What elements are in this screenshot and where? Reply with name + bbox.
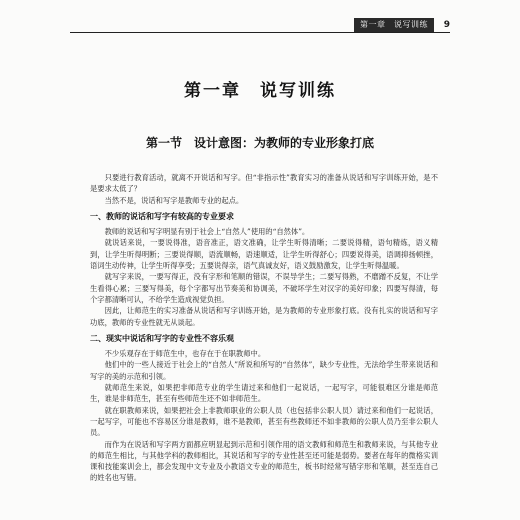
paragraph: 就师范生来说，如果把非师范专业的学生请过来和他们一起说话，一起写字，可能很难区分谁是师范生，谁是非师范生，甚至有些师范生还不如非师范生。 xyxy=(90,383,438,404)
paragraph: 他们中的一些人接近于社会上的“自然人”所说和所写的“自然体”，缺少专业性，无法给学生带来说话和写字的美的示范和引领。 xyxy=(90,360,438,381)
running-header-chapter: 第一章 说写训练 xyxy=(354,18,434,32)
sub-heading-1: 一、教师的说话和写字有较高的专业要求 xyxy=(90,211,234,221)
paragraph: 就说话来说，一要说得准，语音准正，语文准确，让学生听得清晰；二要说得精，语句精炼，语义精到，让学生听得明断；三要说得顺，语流顺畅，语速顺适，让学生听得舒心；四要说得美，语调抑扬顿挫，语词生动传神，让学生听得享受；五要说得亲，语气真诚友好，语义鼓励激发，让学生听得温暖。 xyxy=(90,238,438,271)
page-number: 9 xyxy=(443,20,450,30)
paragraph: 当然不是，说话和写字是教师专业的起点。 xyxy=(104,195,244,205)
paragraph: 而作为在说话和写字两方面都应明显起到示范和引领作用的语文教师和师范生和教师来说，与其他专业的师范生相比，与其他学科的教师相比，其说话和写字的专业性甚至还可能是弱势。要者在每年的微格实训课和技能案训会上，都会发现中文专业及小教语文专业的师范生，板书时经常写错字形和笔顺，甚至连自己的姓名也写错。 xyxy=(90,439,438,483)
paragraph: 因此，让师范生的实习准备从说话和写字训练开始，是为教师的专业形象打底。没有扎实的说话和写字功底，教师的专业性就无从谈起。 xyxy=(90,306,438,327)
chapter-title: 第一章 说写训练 xyxy=(184,81,336,101)
paragraph: 不少乐观存在于师范生中，也存在于在职教师中。 xyxy=(104,349,266,359)
paragraph: 教师的说话和写字明显有别于社会上“自然人”使用的“自然体”。 xyxy=(104,227,310,237)
sub-heading-2: 二、现实中说话和写字的专业性不容乐观 xyxy=(90,333,234,343)
body-text xyxy=(90,172,438,484)
paragraph: 就在职教师来说，如果把社会上非教师职业的公职人员（也包括非公职人员）请过来和他们一起说话，一起写字，可能也不容易区分谁是教师，谁不是教师，甚至有些教师还不如非教师的公职人员乃至非公职人员。 xyxy=(90,405,438,438)
paragraph: 就写字来说，一要写得正，没有字形和笔顺的错误，不误导学生；二要写得熟，不磨蹭不反复，不让学生看得心累；三要写得美，每个字都写出节奏美和协调美，不破坏学生对汉字的美好印象；四要写得清，每个字都清晰可认，不给学生造成视觉负担。 xyxy=(90,272,438,304)
running-header xyxy=(70,18,450,33)
section-title: 第一节 设计意图：为教师的专业形象打底 xyxy=(145,136,374,150)
paragraph: 只要进行教育活动，就离不开说话和写字。但“非指示性”教育实习的准备从说话和写字训练开始，是不是要求太低了？ xyxy=(90,173,438,194)
